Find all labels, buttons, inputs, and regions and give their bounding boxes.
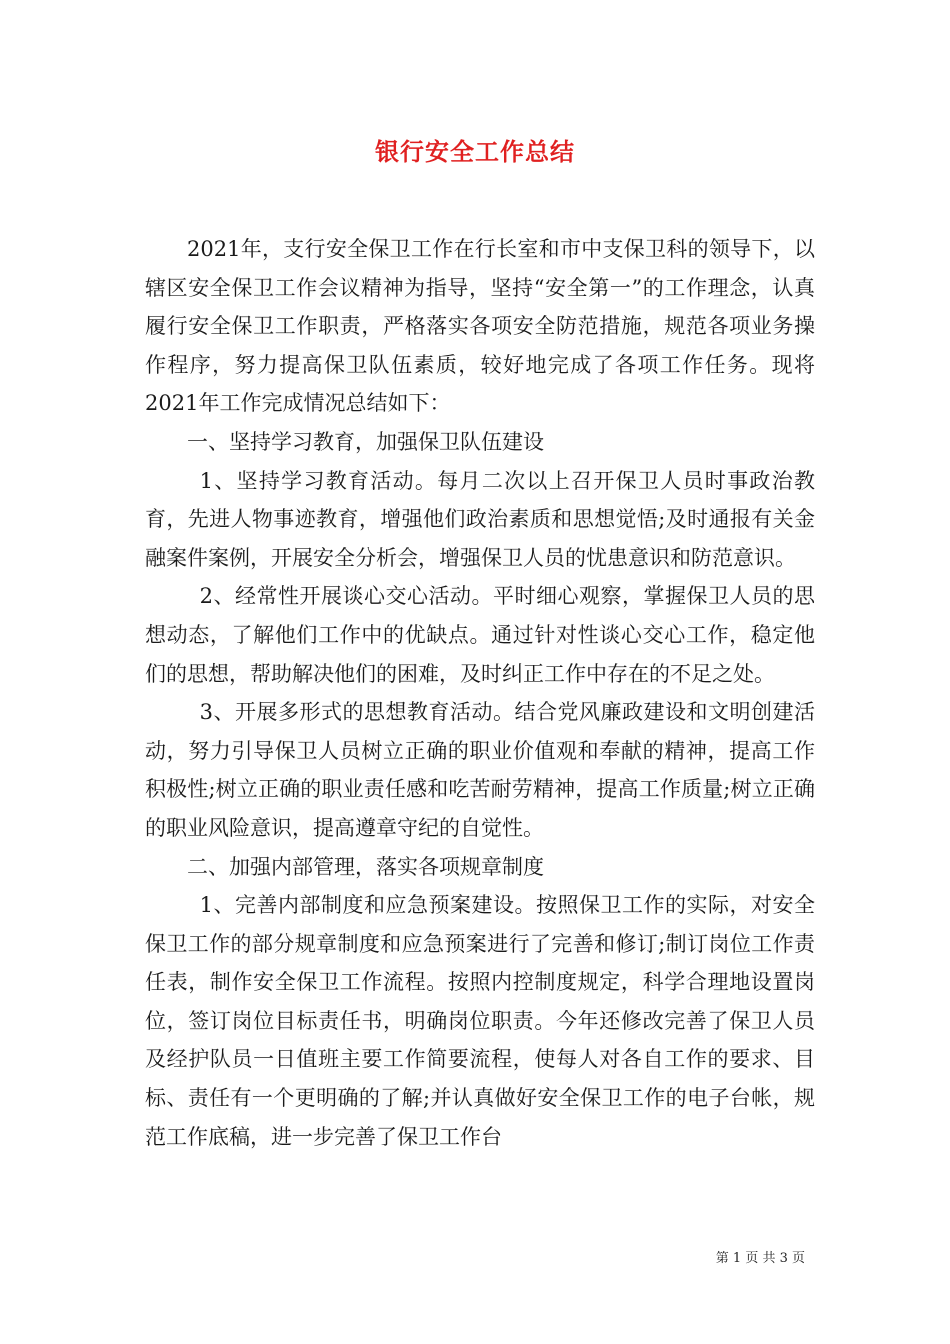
section-heading-2: 二、加强内部管理，落实各项规章制度 xyxy=(187,854,544,879)
paragraph-1-3: 3、开展多形式的思想教育活动。结合党风廉政建设和文明创建活动，努力引导保卫人员树立正确的职业价值观和奉献的精神，提高工作积极性;树立正确的职业责任感和吃苦耐劳精神，提高工作质量;树立正确的职业风险意识，提高遵章守纪的自觉性。 xyxy=(145,700,815,840)
page-number: 第 1 页 共 3 页 xyxy=(715,1251,805,1266)
document-body xyxy=(145,230,815,1156)
document-title: 银行安全工作总结 xyxy=(375,137,575,166)
paragraph-1-1: 1、坚持学习教育活动。每月二次以上召开保卫人员时事政治教育，先进人物事迹教育，增强他们政治素质和思想觉悟;及时通报有关金融案件案例，开展安全分析会，增强保卫人员的忧患意识和防范意识。 xyxy=(145,468,815,570)
paragraph-2-1: 1、完善内部制度和应急预案建设。按照保卫工作的实际，对安全保卫工作的部分规章制度和应急预案进行了完善和修订;制订岗位工作责任表，制作安全保卫工作流程。按照内控制度规定，科学合理地设置岗位，签订岗位目标责任书，明确岗位职责。今年还修改完善了保卫人员及经护队员一日值班主要工作简要流程，使每人对各自工作的要求、目标、责任有一个更明确的了解;并认真做好安全保卫工作的电子台帐，规范工作底稿，进一步完善了保卫工作台 xyxy=(145,893,815,1149)
section-heading-1: 一、坚持学习教育，加强保卫队伍建设 xyxy=(187,429,544,454)
paragraph-1-2: 2、经常性开展谈心交心活动。平时细心观察，掌握保卫人员的思想动态，了解他们工作中的优缺点。通过针对性谈心交心工作，稳定他们的思想，帮助解决他们的困难，及时纠正工作中存在的不足之处。 xyxy=(145,584,815,686)
intro-paragraph: 2021年，支行安全保卫工作在行长室和市中支保卫科的领导下，以辖区安全保卫工作会议精神为指导，坚持“安全第一”的工作理念，认真履行安全保卫工作职责，严格落实各项安全防范措施，规范各项业务操作程序，努力提高保卫队伍素质，较好地完成了各项工作任务。现将2021年工作完成情况总结如下： xyxy=(145,237,815,416)
